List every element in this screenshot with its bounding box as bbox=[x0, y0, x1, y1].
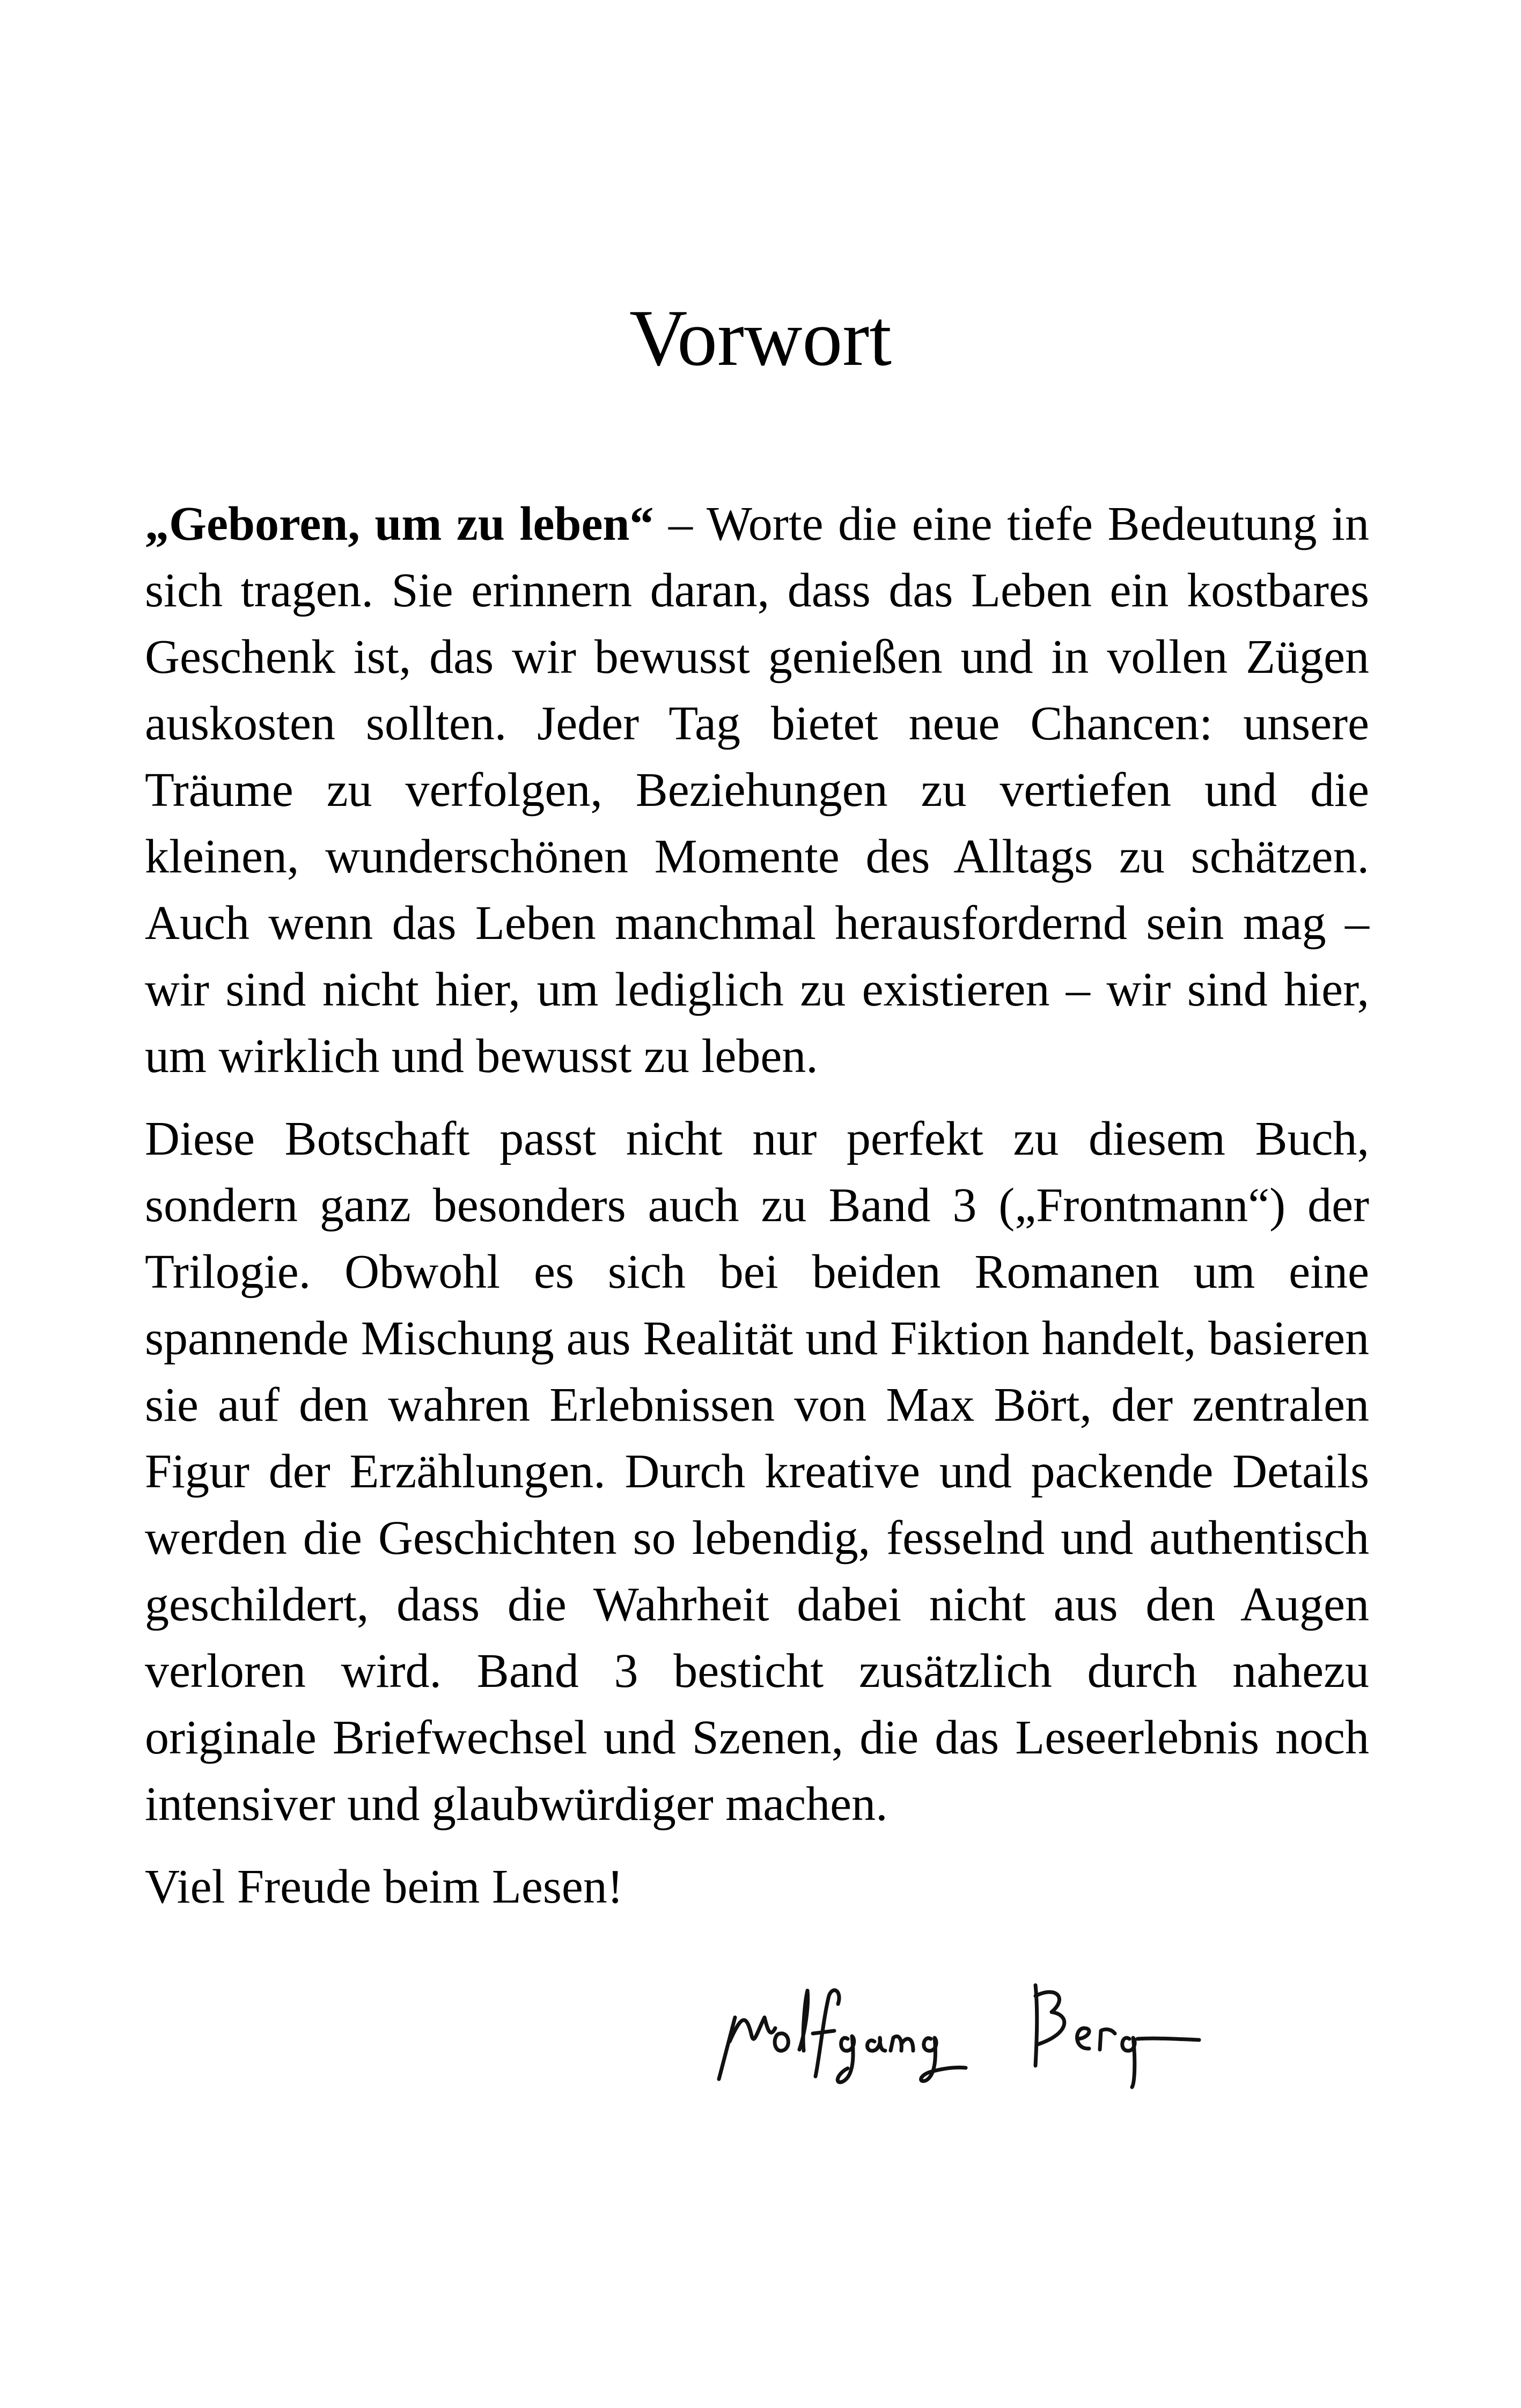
paragraph-1-text: – Worte die eine tiefe Bedeutung in sich tragen. Sie erinnern daran, dass das Leben ein kostbares Geschenk ist, das wir bewusst genießen und in vollen Zügen auskosten sollten. Jeder Tag bietet neue Chancen: unsere Träume zu verfolgen, Beziehungen zu vertiefen und die kleinen, wunderschönen Momente des Alltags zu schätzen. Auch wenn das Leben manchmal herausfordernd sein mag – wir sind nicht hier, um lediglich zu existieren – wir sind hier, um wirklich und bewusst zu leben. bbox=[145, 497, 1369, 1083]
paragraph-1 bbox=[145, 491, 1369, 1090]
signature-image bbox=[714, 1953, 1261, 2093]
lead-quote: „Geboren, um zu leben“ bbox=[145, 497, 654, 550]
foreword-body bbox=[145, 491, 1369, 1920]
paragraph-3: Viel Freude beim Lesen! bbox=[145, 1860, 623, 1913]
page-title: Vorwort bbox=[629, 293, 892, 383]
paragraph-2: Diese Botschaft passt nicht nur perfekt zu diesem Buch, sondern ganz besonders auch zu Band 3 („Frontmann“) der Trilogie. Obwohl es sich bei beiden Romanen um eine spannende Mischung aus Realität und Fiktion handelt, basieren sie auf den wahren Erlebnissen von Max Bört, der zentralen Figur der Erzählungen. Durch kreative und packende Details werden die Geschichten so lebendig, fesselnd und authentisch geschildert, dass die Wahrheit dabei nicht aus den Augen verloren wird. Band 3 besticht zusätzlich durch nahezu originale Briefwechsel und Szenen, die das Leseerlebnis noch intensiver und glaubwürdiger machen. bbox=[145, 1112, 1369, 1831]
